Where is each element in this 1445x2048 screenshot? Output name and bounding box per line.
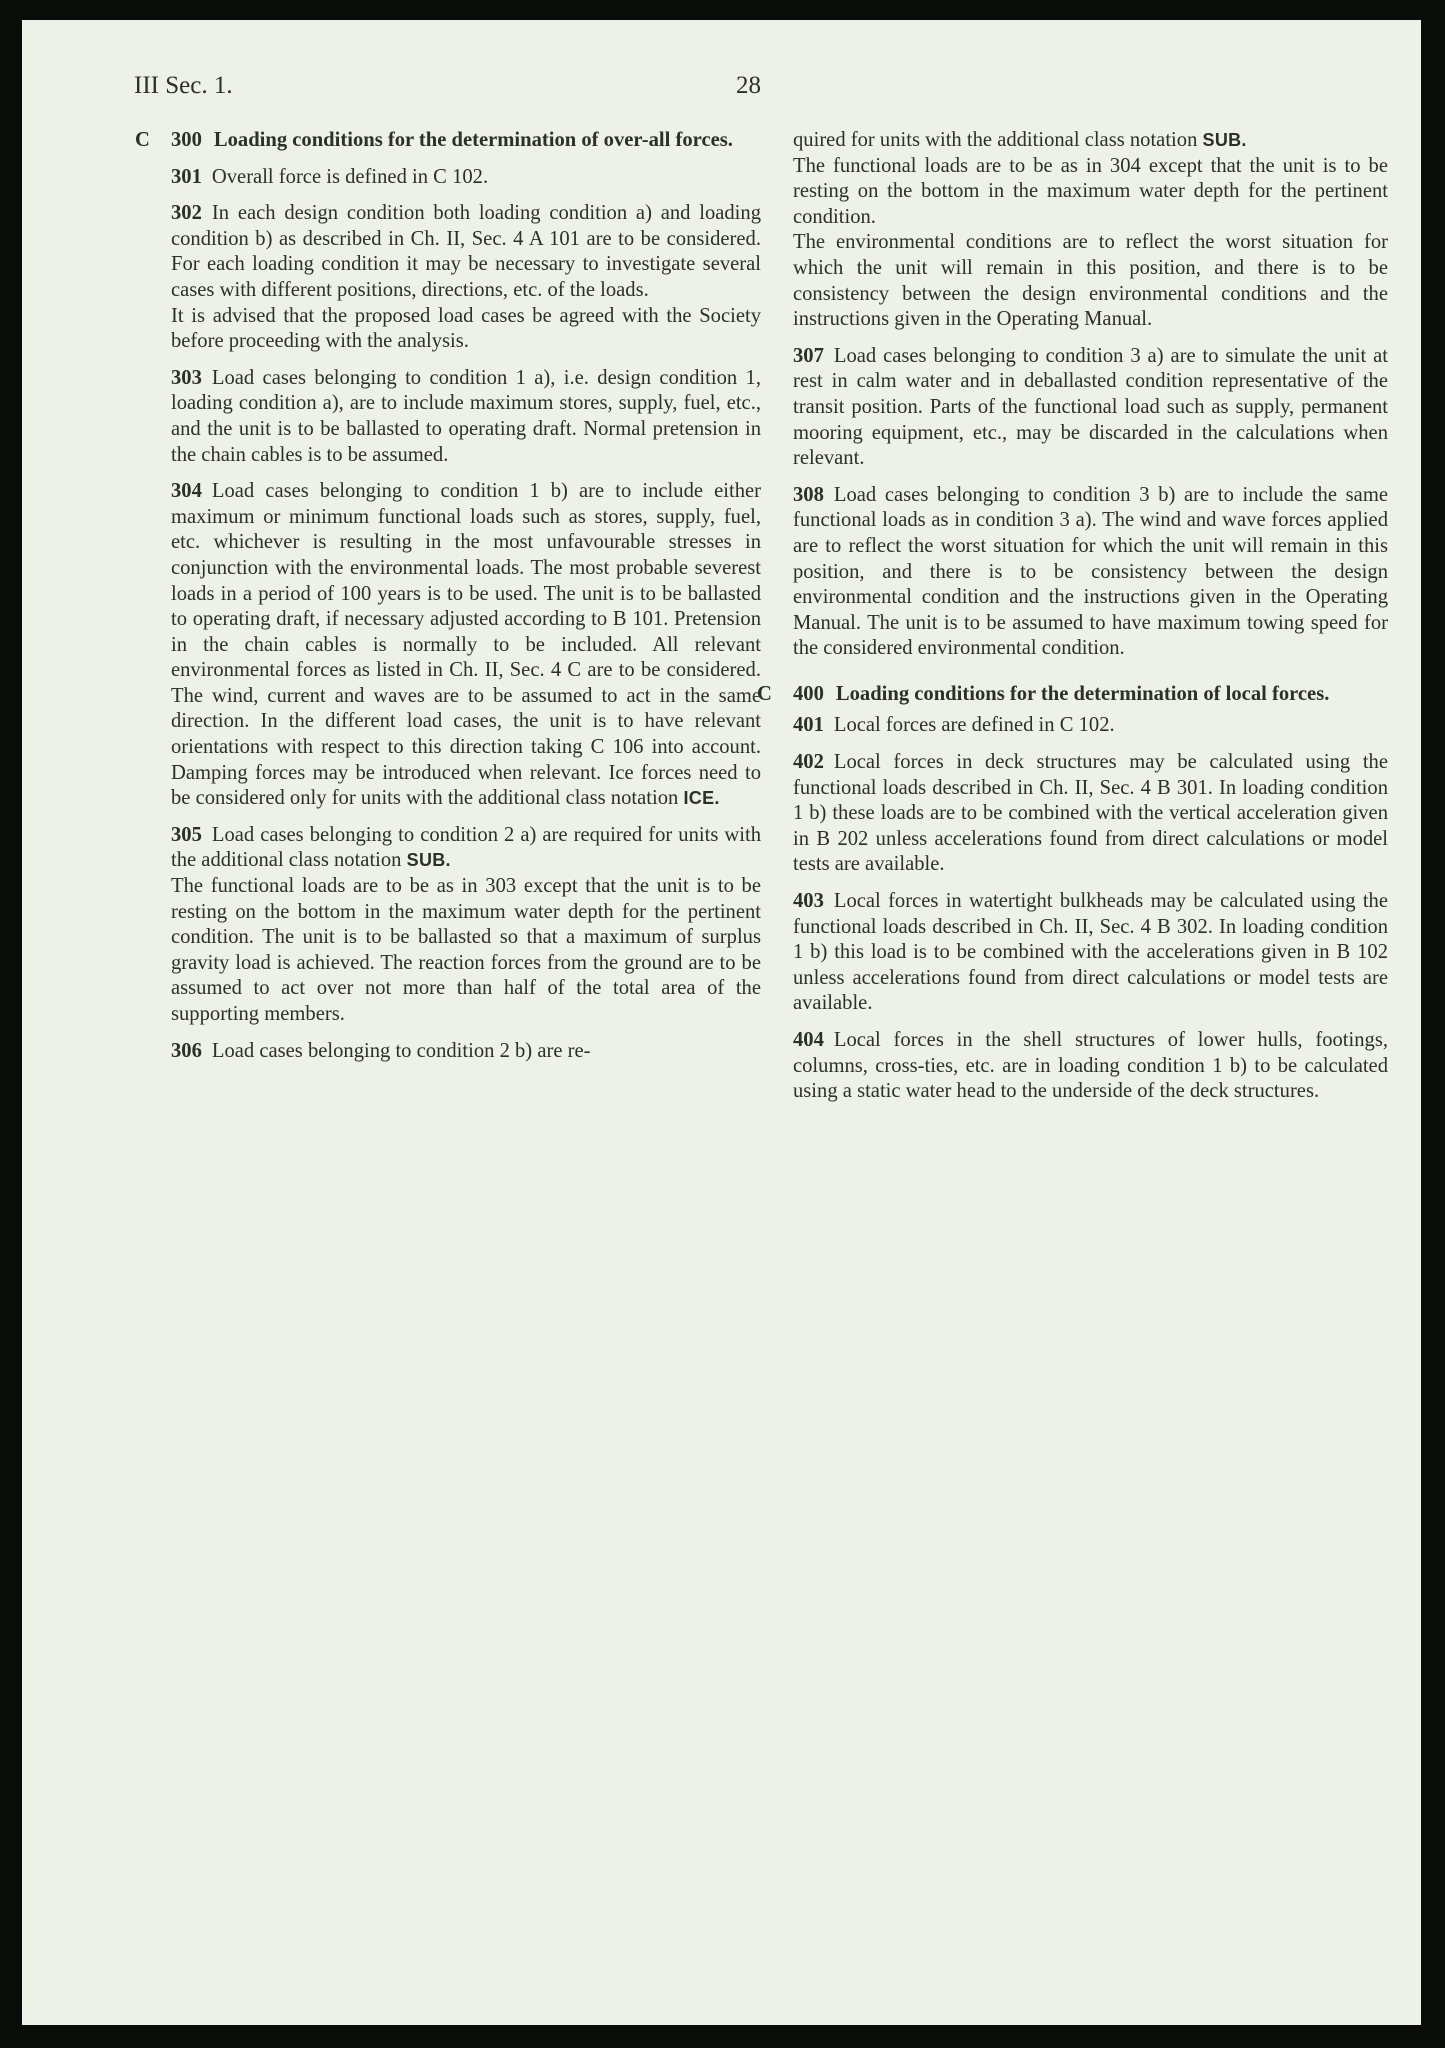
class-notation: SUB.: [1202, 130, 1247, 150]
paragraph-401: [793, 713, 1388, 739]
paragraph-number: 401: [793, 714, 824, 737]
paragraph-number: 307: [793, 344, 824, 367]
page-number: 28: [736, 72, 761, 99]
running-head: III Sec. 1.: [134, 72, 233, 99]
paragraph-number: 304: [171, 480, 202, 503]
paragraph-305: [171, 823, 761, 874]
paragraph-number: 404: [793, 1029, 824, 1051]
paragraph-308: [793, 483, 1388, 662]
paragraph-text: Load cases belonging to condition 3 a) are to simulate the unit at rest in calm water and in deballasted condition representative of the transit position. Parts of the functional load such as supply, permanent mooring equipment, etc., may be discarded in the calculations when relevant.: [793, 344, 1388, 470]
paragraph-306-continued-3: [793, 230, 1388, 332]
paragraph-306-continued: [793, 128, 1388, 154]
paragraph-text: Load cases belonging to condition 2 a) are required for units with the additional class notation: [171, 823, 761, 872]
paragraph-402: [793, 750, 1388, 878]
section-number: 300: [171, 129, 202, 151]
paragraph-text: Load cases belonging to condition 2 b) are re-: [211, 1039, 591, 1062]
paragraph-305-continued: [171, 874, 761, 1028]
document-page: [22, 20, 1421, 2025]
section-title: Loading conditions for the determination of local forces.: [835, 682, 1330, 705]
section-letter: C: [135, 129, 150, 151]
section-heading-c400: [757, 682, 1388, 708]
paragraph-text: The functional loads are to be as in 303 except that the unit is to be resting on the bottom in the maximum water depth for the pertinent condition. The unit is to be ballasted so that a maximum of surplus gravity load is achieved. The reaction forces from the ground are to be assumed to act over not more than half of the total area of the supporting members.: [171, 875, 761, 1025]
class-notation: SUB.: [406, 850, 451, 871]
paragraph-302-continued: [171, 304, 761, 355]
paragraph-403: [793, 889, 1388, 1017]
paragraph-text: The environmental conditions are to reflect the worst situation for which the unit will remain in this position, and there is to be consistency between the design environmental conditions and the instructions given in the Operating Manual.: [793, 231, 1388, 331]
section-letter: C: [757, 682, 772, 705]
paragraph-text: Load cases belonging to condition 3 b) are to include the same functional loads as in condition 3 a). The wind and wave forces applied are to reflect the worst situation for which the unit will remain in this position, and there is to be consistency between the design environmental condition and the instructions given in the Operating Manual. The unit is to be assumed to have maximum towing speed for the considered environmental condition.: [793, 483, 1388, 660]
paragraph-number: 301: [171, 165, 202, 188]
paragraph-306: [171, 1039, 761, 1065]
paragraph-number: 302: [171, 202, 202, 225]
paragraph-text: Load cases belonging to condition 1 a), i.e. design condition 1, loading condition a), are to include maximum stores, supply, fuel, etc., and the unit is to be ballasted to operating draft. Normal pretension in the chain cables is to be assumed.: [171, 366, 761, 466]
paragraph-number: 308: [793, 483, 824, 506]
paragraph-text: Local forces in watertight bulkheads may be calculated using the functional loads described in Ch. II, Sec. 4 B 302. In loading condition 1 b) this load is to be combined with the accelerations given in B 102 unless accelerations found from direct calculations or model tests are available.: [793, 890, 1388, 1015]
paragraph-number: 305: [171, 823, 202, 846]
class-notation: ICE.: [683, 788, 720, 809]
paragraph-304: [171, 479, 761, 812]
paragraph-text: It is advised that the proposed load cases be agreed with the Society before proceeding with the analysis.: [171, 304, 761, 353]
section-number: 400: [793, 682, 824, 705]
paragraph-307: [793, 344, 1388, 472]
paragraph-text: Local forces in deck structures may be calculated using the functional loads described in Ch. II, Sec. 4 B 301. In loading condition 1 b) these loads are to be combined with the vertical acceleration given in B 202 unless accelerations found from direct calculations or model tests are available.: [793, 751, 1388, 876]
paragraph-number: 303: [171, 366, 202, 389]
paragraph-text: Overall force is defined in C 102.: [211, 165, 489, 188]
paragraph-text: Local forces are defined in C 102.: [833, 714, 1115, 737]
paragraph-text: In each design condition both loading condition a) and loading condition b) as described in Ch. II, Sec. 4 A 101 are to be considered. For each loading condition it may be necessary to investigate several cases with different positions, directions, etc. of the loads.: [171, 202, 761, 301]
paragraph-302: [171, 201, 761, 303]
paragraph-text: Local forces in the shell structures of lower hulls, footings, columns, cross-ties, etc. are in loading condition 1 b) to be calculated using a static water head to the underside of the deck structures.: [793, 1029, 1388, 1103]
paragraph-number: 403: [793, 890, 824, 913]
paragraph-text: quired for units with the additional class notation: [793, 129, 1198, 151]
paragraph-301: [171, 165, 761, 191]
section-title: Loading conditions for the determination of over-all forces.: [213, 129, 733, 151]
paragraph-number: 306: [171, 1039, 202, 1062]
right-column: [757, 128, 1388, 1116]
section-heading-c300: [135, 128, 761, 154]
paragraph-306-continued-2: [793, 154, 1388, 231]
paragraph-text: The functional loads are to be as in 304 except that the unit is to be resting on the bottom in the maximum water depth for the pertinent condition.: [793, 154, 1388, 228]
paragraph-text: Load cases belonging to condition 1 b) are to include either maximum or minimum functional loads such as stores, supply, fuel, etc. whichever is resulting in the most unfavourable stresses in conjunction with the environmental loads. The most probable severest loads in a period of 100 years is to be used. The unit is to be ballasted to operating draft, if necessary adjusted according to B 101. Pretension in the chain cables is normally to be included. All relevant environmental forces as listed in Ch. II, Sec. 4 C are to be considered. The wind, current and waves are to be assumed to act in the same direction. In the different load cases, the unit is to have relevant orientations with respect to this direction taking C 106 into account. Damping forces may be introduced when relevant. Ice forces need to be considered only for units with the additional class notation: [171, 480, 761, 810]
left-column: [135, 128, 761, 1075]
paragraph-404: [793, 1028, 1388, 1105]
paragraph-303: [171, 366, 761, 468]
paragraph-number: 402: [793, 751, 824, 774]
